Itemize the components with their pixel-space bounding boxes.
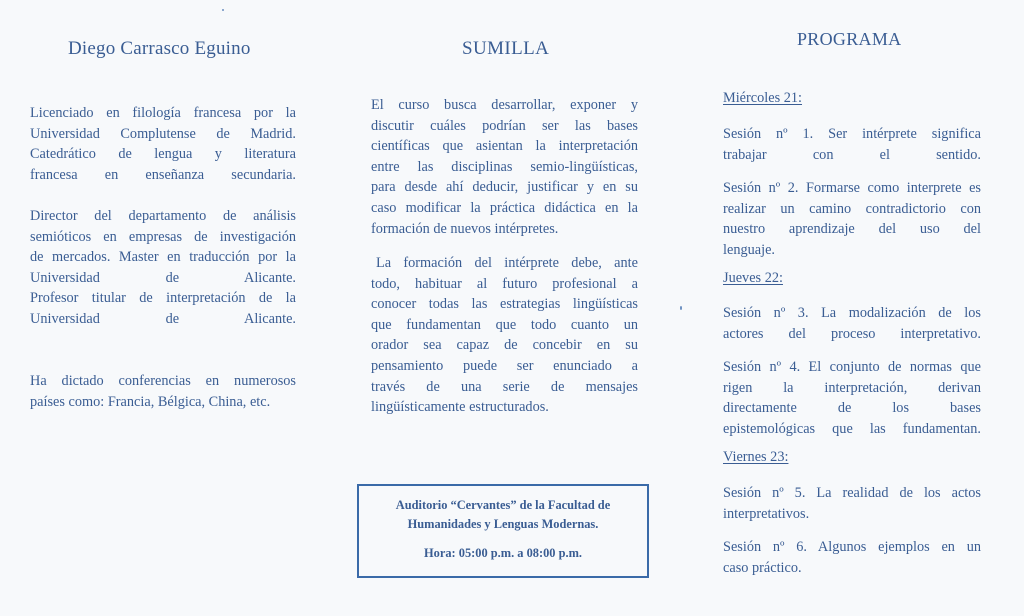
text-line: semióticos en empresas de investigación xyxy=(30,228,296,245)
text-line: para desde ahí deducir, justificar y en su xyxy=(371,179,638,196)
text-line: epistemológicas que las fundamentan. xyxy=(723,420,981,437)
text-line: Licenciado en filología francesa por la xyxy=(30,105,296,121)
text-line: conocer todas las estrategias lingüísticas xyxy=(371,296,638,313)
text-line: La formación del intérprete debe, ante xyxy=(376,255,638,271)
text-line: que fundamentan que todo cuanto un xyxy=(371,316,638,333)
text-line: Profesor titular de interpretación de la xyxy=(30,290,296,307)
text-line: través de una serie de mensajes xyxy=(371,378,638,395)
sumilla-heading: SUMILLA xyxy=(462,38,550,59)
text-line: formación de nuevos intérpretes. xyxy=(371,220,559,237)
text-line: Universidad de Alicante. xyxy=(30,269,296,286)
session-1 xyxy=(723,124,981,165)
text-line: francesa en enseñanza secundaria. xyxy=(30,166,296,183)
venue-box xyxy=(357,484,649,578)
text-line: Sesión nº 6. Algunos ejemplos en un xyxy=(723,539,981,555)
text-line: orador sea capaz de concebir en su xyxy=(371,337,638,354)
text-line: lenguaje. xyxy=(723,241,776,258)
venue-line-1: Auditorio “Cervantes” de la Facultad de xyxy=(395,498,611,512)
scan-speck xyxy=(680,306,682,310)
text-line: de mercados. Master en traducción por la xyxy=(30,249,296,266)
speaker-name: Diego Carrasco Eguino xyxy=(68,38,251,59)
text-line: Universidad de Alicante. xyxy=(30,310,296,327)
text-line: Catedrático de lengua y literatura xyxy=(30,146,296,163)
bio-paragraph-conferences xyxy=(30,371,296,412)
bio-paragraph-degree xyxy=(30,103,296,185)
day-heading-thursday: Jueves 22: xyxy=(723,270,783,286)
text-line: interpretativos. xyxy=(723,505,810,522)
text-line: rigen la interpretación, derivan xyxy=(723,379,981,396)
scan-speck xyxy=(222,9,224,11)
venue-line-2: Humanidades y Lenguas Modernas. xyxy=(407,517,599,531)
text-line: Sesión nº 1. Ser intérprete significa xyxy=(723,126,981,142)
text-line: países como: Francia, Bélgica, China, etc. xyxy=(30,393,271,410)
session-3 xyxy=(723,303,981,344)
text-line: actores del proceso interpretativo. xyxy=(723,325,981,342)
text-line: todo, habituar al futuro profesional a xyxy=(371,275,638,292)
text-line: entre las disciplinas semio-lingüísticas, xyxy=(371,158,638,175)
venue-hours: Hora: 05:00 p.m. a 08:00 p.m. xyxy=(424,546,582,560)
text-line: El curso busca desarrollar, exponer y xyxy=(371,97,638,113)
text-line: caso modificar la práctica didáctica en la xyxy=(371,199,638,216)
text-line: lingüísticamente estructurados. xyxy=(371,399,549,416)
text-line: científicas que asientan la interpretación xyxy=(371,138,638,155)
session-2 xyxy=(723,178,981,260)
text-line: Sesión nº 5. La realidad de los actos xyxy=(723,485,981,501)
text-line: nuestro aprendizaje del uso del xyxy=(723,221,981,238)
text-line: Sesión nº 3. La modalización de los xyxy=(723,305,981,321)
session-6 xyxy=(723,537,981,578)
text-line: trabajar con el sentido. xyxy=(723,146,981,163)
sumilla-paragraph-1 xyxy=(371,95,638,239)
text-line: Ha dictado conferencias en numerosos xyxy=(30,373,296,389)
venue-address xyxy=(359,496,647,534)
session-5 xyxy=(723,483,981,524)
text-line: realizar un camino contradictorio con xyxy=(723,200,981,217)
text-line: Universidad Complutense de Madrid. xyxy=(30,125,296,142)
text-line: Director del departamento de análisis xyxy=(30,208,296,224)
day-heading-wednesday: Miércoles 21: xyxy=(723,90,803,106)
text-line: discutir cuáles podrían ser las bases xyxy=(371,117,638,134)
bio-paragraph-career xyxy=(30,206,296,330)
sumilla-paragraph-2 xyxy=(371,253,638,418)
text-line: Sesión nº 2. Formarse como interprete es xyxy=(723,180,981,196)
text-line: Sesión nº 4. El conjunto de normas que xyxy=(723,359,981,375)
text-line: caso práctico. xyxy=(723,559,802,576)
text-line: pensamiento puede ser enunciado a xyxy=(371,357,638,374)
session-4 xyxy=(723,357,981,439)
day-heading-friday: Viernes 23: xyxy=(723,449,789,465)
programa-heading: PROGRAMA xyxy=(797,29,902,49)
text-line: directamente de los bases xyxy=(723,400,981,417)
